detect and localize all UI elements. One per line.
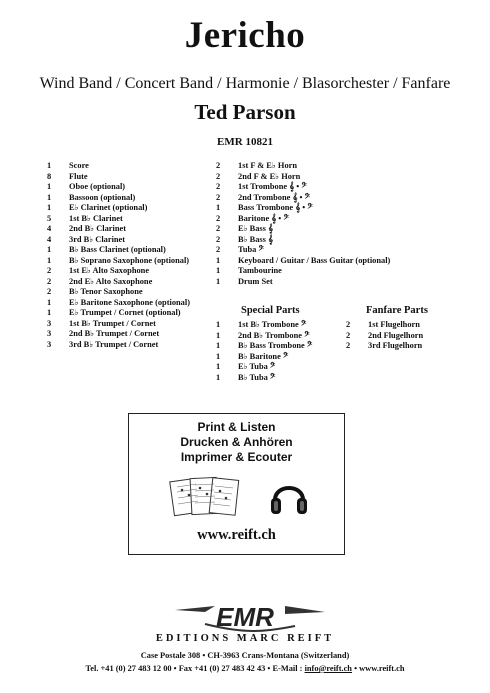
part-row bbox=[216, 193, 390, 204]
composer-name: Ted Parson bbox=[194, 100, 296, 124]
part-row bbox=[216, 203, 390, 214]
part-name: B♭ Tuba 𝄢 bbox=[238, 372, 276, 382]
part-name: E♭ Bass 𝄞 bbox=[238, 224, 273, 233]
part-name: E♭ Tuba 𝄢 bbox=[238, 362, 276, 371]
part-quantity: 3 bbox=[47, 329, 52, 338]
part-quantity: 2 bbox=[216, 245, 221, 254]
part-name: Tuba 𝄢 bbox=[238, 245, 264, 254]
part-row bbox=[216, 172, 390, 183]
part-quantity: 2 bbox=[216, 171, 221, 181]
contact-email-link[interactable]: info@reift.ch bbox=[304, 664, 352, 673]
part-quantity: 1 bbox=[47, 297, 52, 307]
page-title: Jericho bbox=[184, 15, 306, 56]
special-parts-heading: Special Parts bbox=[241, 305, 300, 316]
part-name: 3rd B♭ Clarinet bbox=[69, 234, 126, 244]
part-name: B♭ Baritone 𝄢 bbox=[238, 351, 289, 361]
parts-list-right bbox=[216, 161, 390, 287]
part-quantity: 1 bbox=[47, 245, 52, 254]
part-name: 2nd E♭ Alto Saxophone bbox=[69, 276, 153, 286]
part-quantity: 2 bbox=[216, 182, 221, 191]
part-name: Bass Trombone 𝄞 • 𝄢 bbox=[238, 203, 313, 212]
part-name: 2nd F & E♭ Horn bbox=[238, 171, 301, 181]
part-row bbox=[47, 235, 190, 246]
part-name: Tambourine bbox=[238, 266, 282, 275]
part-row bbox=[216, 277, 390, 288]
contact-website: • www.reift.ch bbox=[351, 664, 405, 673]
part-quantity: 1 bbox=[47, 192, 52, 202]
part-row bbox=[346, 341, 423, 352]
part-quantity: 5 bbox=[47, 213, 52, 223]
part-name: E♭ Clarinet (optional) bbox=[69, 203, 148, 212]
part-quantity: 4 bbox=[47, 234, 52, 244]
part-row bbox=[47, 266, 190, 277]
part-quantity: 1 bbox=[47, 255, 52, 265]
part-quantity: 4 bbox=[47, 224, 52, 233]
part-row bbox=[216, 235, 390, 246]
part-quantity: 1 bbox=[216, 255, 221, 265]
part-quantity: 1 bbox=[47, 308, 52, 317]
fanfare-parts-list bbox=[346, 320, 423, 352]
part-row bbox=[216, 224, 390, 235]
part-row bbox=[47, 182, 190, 193]
part-row bbox=[47, 329, 190, 340]
part-name: Oboe (optional) bbox=[69, 182, 126, 191]
part-quantity: 2 bbox=[47, 266, 52, 275]
part-name: 1st B♭ Trumpet / Cornet bbox=[69, 318, 156, 328]
publisher-name: EDITIONS MARC REIFT bbox=[155, 633, 335, 644]
part-row bbox=[216, 256, 390, 267]
part-name: 3rd B♭ Trumpet / Cornet bbox=[69, 339, 159, 349]
part-name: 1st F & E♭ Horn bbox=[238, 161, 298, 170]
publisher-contact bbox=[0, 664, 490, 673]
part-quantity: 2 bbox=[47, 276, 52, 286]
part-row bbox=[216, 373, 312, 384]
part-quantity: 2 bbox=[216, 224, 221, 233]
part-row bbox=[47, 193, 190, 204]
part-row bbox=[47, 224, 190, 235]
part-quantity: 3 bbox=[47, 339, 52, 349]
parts-list-left bbox=[47, 161, 190, 350]
part-name: Baritone 𝄞 • 𝄢 bbox=[238, 213, 289, 223]
part-row bbox=[216, 266, 390, 277]
part-quantity: 2 bbox=[216, 192, 221, 202]
part-quantity: 8 bbox=[47, 171, 52, 181]
part-row bbox=[47, 287, 190, 298]
part-row bbox=[346, 331, 423, 342]
part-name: Keyboard / Guitar / Bass Guitar (optional) bbox=[238, 255, 391, 265]
subtitle: Wind Band / Concert Band / Harmonie / Blasorchester / Fanfare bbox=[39, 75, 451, 92]
part-quantity: 1 bbox=[216, 341, 221, 350]
part-name: 2nd B♭ Trumpet / Cornet bbox=[69, 329, 160, 338]
part-name: B♭ Bass Trombone 𝄢 bbox=[238, 341, 313, 350]
part-row bbox=[216, 320, 312, 331]
part-row bbox=[216, 245, 390, 256]
publisher-address: Case Postale 308 • CH-3963 Crans-Montana (Switzerland) bbox=[140, 651, 350, 660]
part-quantity: 2 bbox=[346, 341, 351, 350]
part-row bbox=[47, 245, 190, 256]
part-row bbox=[47, 319, 190, 330]
print-listen-box[interactable] bbox=[128, 413, 345, 555]
part-name: 1st B♭ Clarinet bbox=[69, 213, 123, 223]
svg-text:EMR: EMR bbox=[216, 602, 274, 632]
part-quantity: 2 bbox=[216, 161, 221, 170]
part-row bbox=[47, 298, 190, 309]
part-row bbox=[216, 352, 312, 363]
part-quantity: 1 bbox=[216, 266, 221, 275]
part-quantity: 2 bbox=[216, 234, 221, 244]
part-name: B♭ Bass Clarinet (optional) bbox=[69, 245, 166, 254]
part-quantity: 1 bbox=[216, 320, 221, 329]
special-parts-list bbox=[216, 320, 312, 383]
part-row bbox=[216, 331, 312, 342]
part-row bbox=[47, 277, 190, 288]
part-row bbox=[216, 182, 390, 193]
part-quantity: 3 bbox=[47, 318, 52, 328]
part-quantity: 1 bbox=[216, 203, 221, 212]
part-name: Score bbox=[69, 161, 89, 170]
part-name: Drum Set bbox=[238, 276, 273, 286]
part-quantity: 2 bbox=[47, 287, 52, 296]
part-name: B♭ Soprano Saxophone (optional) bbox=[69, 255, 190, 265]
promo-url-link[interactable]: www.reift.ch bbox=[197, 527, 276, 543]
sheet-music-icon bbox=[169, 474, 244, 524]
part-row bbox=[47, 214, 190, 225]
part-quantity: 1 bbox=[216, 330, 221, 340]
part-quantity: 1 bbox=[216, 351, 221, 361]
part-name: 1st Trombone 𝄞 • 𝄢 bbox=[238, 182, 307, 191]
part-quantity: 2 bbox=[216, 213, 221, 223]
part-row bbox=[47, 308, 190, 319]
part-row bbox=[47, 340, 190, 351]
part-name: B♭ Tenor Saxophone bbox=[69, 287, 143, 296]
part-row bbox=[216, 161, 390, 172]
part-name: 1st Flugelhorn bbox=[368, 320, 420, 329]
fanfare-parts-heading: Fanfare Parts bbox=[366, 305, 428, 316]
part-name: E♭ Trumpet / Cornet (optional) bbox=[69, 308, 181, 317]
headphones-icon bbox=[269, 476, 309, 523]
part-quantity: 1 bbox=[216, 362, 221, 371]
part-name: 1st E♭ Alto Saxophone bbox=[69, 266, 150, 275]
part-name: 2nd Flugelhorn bbox=[368, 330, 424, 340]
part-quantity: 1 bbox=[216, 276, 221, 286]
part-name: 2nd B♭ Trombone 𝄢 bbox=[238, 330, 310, 340]
part-name: B♭ Bass 𝄞 bbox=[238, 234, 273, 244]
part-row bbox=[346, 320, 423, 331]
part-quantity: 1 bbox=[47, 203, 52, 212]
part-name: Bassoon (optional) bbox=[69, 192, 136, 202]
part-name: Flute bbox=[69, 171, 88, 181]
part-name: 2nd Trombone 𝄞 • 𝄢 bbox=[238, 192, 310, 202]
part-quantity: 2 bbox=[346, 330, 351, 340]
part-row bbox=[47, 172, 190, 183]
promo-line-imprimer: Imprimer & Ecouter bbox=[180, 450, 293, 464]
part-row bbox=[47, 161, 190, 172]
part-row bbox=[216, 341, 312, 352]
promo-line-drucken: Drucken & Anhören bbox=[180, 435, 293, 449]
part-row bbox=[47, 256, 190, 267]
part-name: 3rd Flugelhorn bbox=[368, 341, 423, 350]
part-quantity: 2 bbox=[346, 320, 351, 329]
part-row bbox=[216, 214, 390, 225]
part-row bbox=[216, 362, 312, 373]
part-quantity: 1 bbox=[47, 182, 52, 191]
part-name: E♭ Baritone Saxophone (optional) bbox=[69, 297, 190, 307]
part-row bbox=[47, 203, 190, 214]
contact-phone-fax: Tel. +41 (0) 27 483 12 00 • Fax +41 (0) 27 483 42 43 • E-Mail : bbox=[85, 664, 305, 673]
part-quantity: 1 bbox=[216, 372, 221, 382]
part-quantity: 1 bbox=[47, 161, 52, 170]
promo-line-print-listen: Print & Listen bbox=[197, 420, 276, 434]
catalog-number: EMR 10821 bbox=[217, 136, 273, 148]
part-name: 2nd B♭ Clarinet bbox=[69, 224, 126, 233]
part-name: 1st B♭ Trombone 𝄢 bbox=[238, 320, 307, 329]
